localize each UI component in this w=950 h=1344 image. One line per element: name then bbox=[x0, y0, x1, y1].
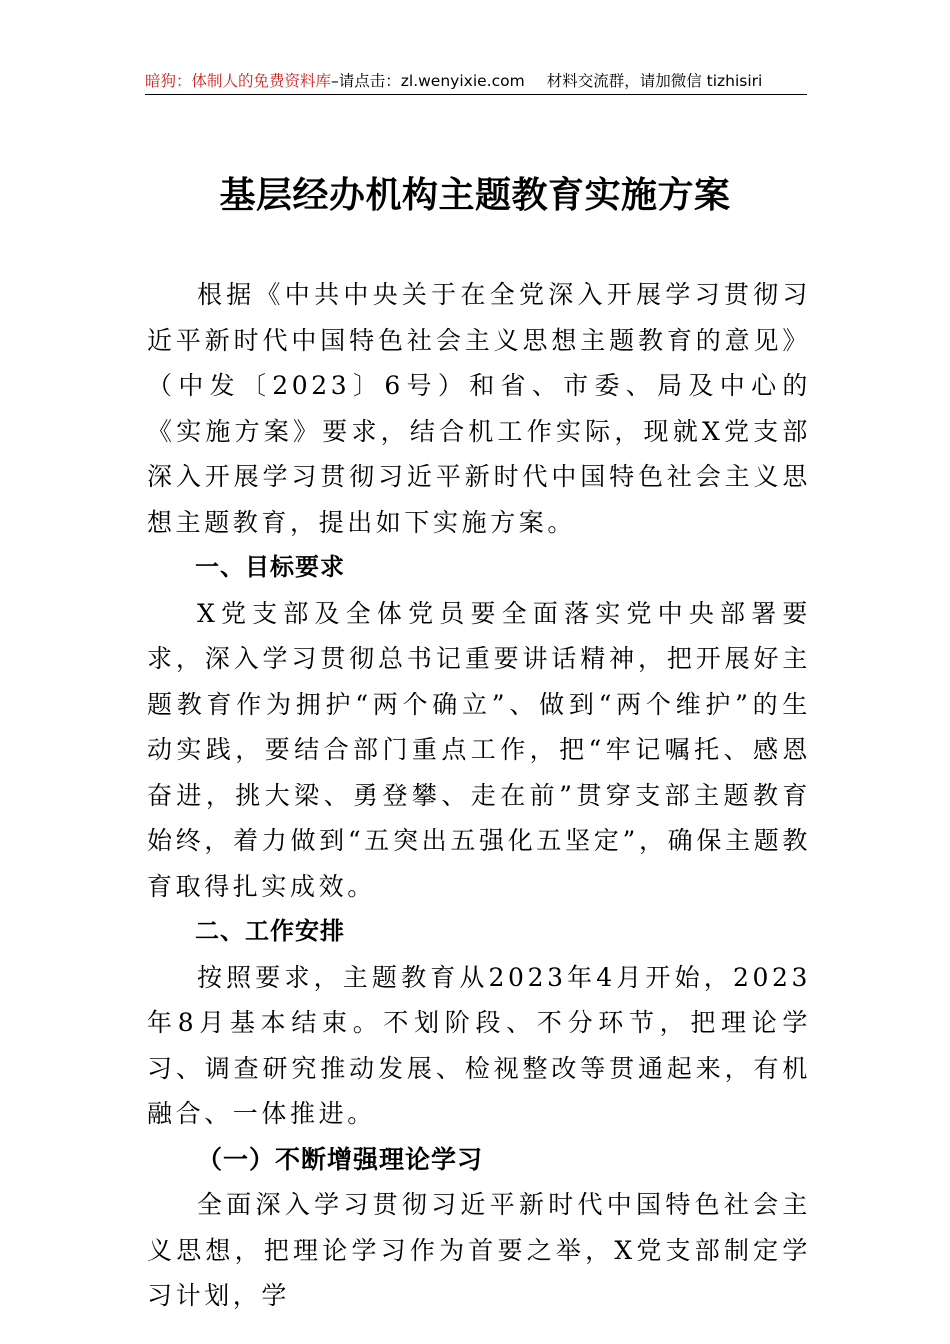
subsection-heading-theory: （一）不断增强理论学习 bbox=[197, 1144, 484, 1174]
header-site-link[interactable]: –请点击：zl.wenyixie.com bbox=[331, 72, 525, 90]
theory-paragraph: 全面深入学习贯彻习近平新时代中国特色社会主义思想，把理论学习作为首要之举，X党支部制定学习计划，学 bbox=[147, 1190, 811, 1310]
section-heading-arrangement: 二、工作安排 bbox=[195, 917, 345, 945]
document-body bbox=[147, 272, 811, 1319]
arrangement-paragraph: 按照要求，主题教育从2023年4月开始，2023年8月基本结束。不划阶段、不分环节，把理论学习、调查研究推动发展、检视整改等贯通起来，有机融合、一体推进。 bbox=[147, 962, 811, 1128]
document-title: 基层经办机构主题教育实施方案 bbox=[219, 174, 731, 216]
goals-paragraph: X党支部及全体党员要全面落实党中央部署要求，深入学习贯彻总书记重要讲话精神，把开展好主题教育作为拥护“两个确立”、做到“两个维护”的生动实践，要结合部门重点工作，把“牢记嘱托、感恩奋进，挑大梁、勇登攀、走在前”贯穿支部主题教育始终，着力做到“五突出五强化五坚定”，确保主题教育取得扎实成效。 bbox=[147, 598, 811, 901]
header-site-name: 暗狗：体制人的免费资料库 bbox=[145, 72, 332, 90]
header-divider bbox=[145, 94, 807, 95]
watermark-header bbox=[145, 66, 805, 96]
intro-paragraph: 根据《中共中央关于在全党深入开展学习贯彻习近平新时代中国特色社会主义思想主题教育的意见》（中发〔2023〕6号）和省、市委、局及中心的《实施方案》要求，结合机工作实际，现就X党支部深入开展学习贯彻习近平新时代中国特色社会主义思想主题教育，提出如下实施方案。 bbox=[147, 280, 811, 537]
section-heading-goals: 一、目标要求 bbox=[195, 553, 345, 581]
header-wechat-note: 材料交流群，请加微信 tizhisiri bbox=[546, 72, 763, 90]
